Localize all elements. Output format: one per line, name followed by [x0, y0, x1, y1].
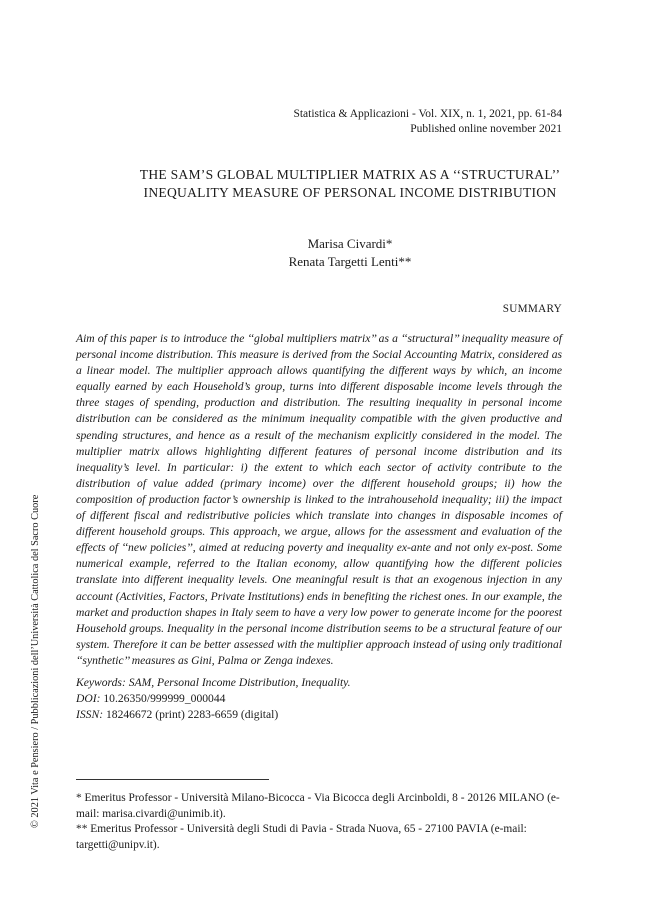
footnote-item: * Emeritus Professor - Università Milano-Bicocca - Via Bicocca degli Arcinboldi, 8 - 20126 MILANO (e-mail: marisa.civardi@unimib.it). [76, 792, 560, 820]
paper-title-line: INEQUALITY MEASURE OF PERSONAL INCOME DISTRIBUTION [143, 185, 557, 200]
publication-date-line: Published online november 2021 [410, 123, 562, 135]
author-name: Renata Targetti Lenti** [288, 254, 412, 269]
footnotes [76, 791, 566, 853]
footnote-divider [76, 779, 269, 780]
paper-metadata [76, 675, 562, 723]
footnote-item: ** Emeritus Professor - Università degli Studi di Pavia - Strada Nuova, 65 - 27100 PAVIA (e-mail: targetti@unipv.it). [76, 823, 527, 851]
doi-label: DOI: [76, 692, 101, 706]
keywords-value: SAM, Personal Income Distribution, Inequality. [128, 676, 351, 689]
journal-citation [293, 107, 562, 137]
abstract-text: Aim of this paper is to introduce the ‘‘global multipliers matrix’’ as a ‘‘structural’’ inequality measure of personal income distribution. This measure is derived from the Social Accounting Matrix, considered as a linear model. The multiplier approach allows quantifying the different ways by which, an income equally earned by each Household’s group, turns into different disposable income levels through the three stages of spending, production and distribution. The resulting inequality in personal income distribution can be considered as the minimum inequality compatible with the given productive and spending structures, and hence as a result of the mechanism explicitly considered in the model. The multiplier matrix allows highlighting different features of personal income distribution and its inequality’s level. In particular: i) the extent to which each sector of activity contribute to the distribution of value added (primary income) over the different household groups; ii) how the composition of production factor’s ownership is linked to the intrahousehold inequality; iii) the impact of different fiscal and redistributive policies which translate into changes in disposable incomes of different household groups. This approach, we argue, allows for the assessment and evaluation of the effects of ‘‘new policies’’, aimed at reducing poverty and inequality ex-ante and not only ex-post. Some numerical example, referred to the Italian economy, allow quantifying how the different policies translate into different inequality levels. One meaningful result is that an exogenous injection in any account (Activities, Factors, Private Institutions) ends in benefiting the richest ones. In our example, the market and production shapes in Italy seem to have a very low power to generate income for the poorest Household groups. Inequality in the personal income distribution seems to be a structural feature of our system. Therefore it can be better assessed with the multiplier approach instead of using only traditional ‘‘synthetic’’ measures as Gini, Palma or Zenga indexes. [76, 332, 562, 667]
doi-line [76, 691, 562, 707]
keywords-line [76, 675, 562, 691]
issn-label: ISSN: [76, 708, 104, 722]
issn-value: 18246672 (print) 2283-6659 (digital) [105, 708, 279, 722]
author-list [70, 235, 630, 271]
paper-title [70, 166, 630, 202]
keywords-label: Keywords: [76, 676, 126, 689]
issn-line [76, 707, 562, 723]
paper-title-line: THE SAM’S GLOBAL MULTIPLIER MATRIX AS A ‘‘STRUCTURAL’’ [139, 167, 561, 182]
journal-citation-line: Statistica & Applicazioni - Vol. XIX, n. 1, 2021, pp. 61-84 [293, 108, 562, 120]
summary-heading: SUMMARY [502, 303, 562, 315]
doi-value: 10.26350/999999_000044 [103, 692, 226, 706]
author-name: Marisa Civardi* [307, 236, 393, 251]
copyright-side-note: © 2021 Vita e Pensiero / Pubblicazioni dell’Università Cattolica del Sacro Cuore [30, 494, 41, 828]
